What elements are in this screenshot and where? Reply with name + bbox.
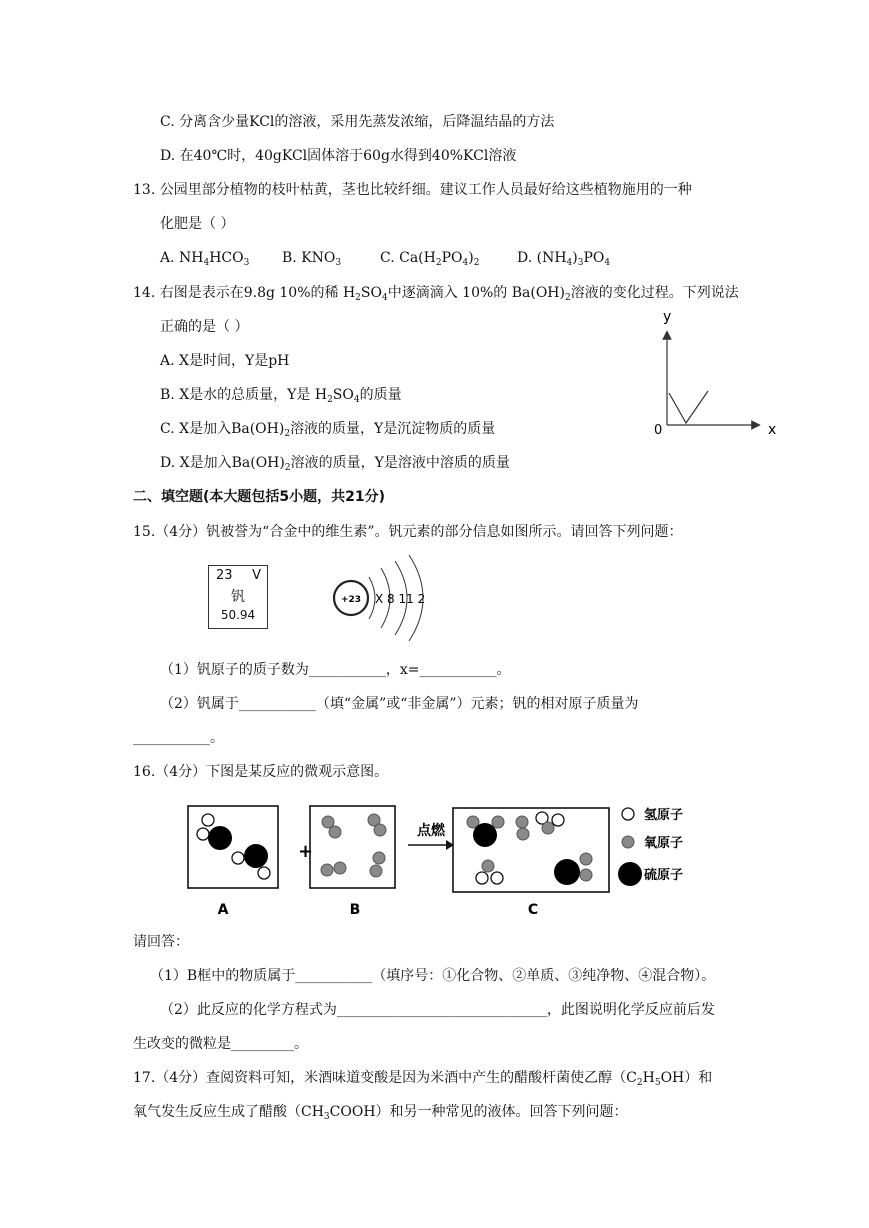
q16-part-2-cont: 生改变的微粒是_________。 [133, 1036, 308, 1052]
legend-hydrogen-label: 氢原子 [644, 808, 684, 823]
oxygen-atom [373, 852, 385, 864]
q14-stem: 14. 右图是表示在9.8g 10%的稀 $H_2SO_4$中逐滴滴入 10%的 $Ba(OH)_2$溶液的变化过程。下列说法 [133, 285, 739, 303]
origin-label: 0 [654, 423, 663, 438]
legend-sulfur-icon [618, 862, 642, 886]
atomic-mass: 50.94 [220, 608, 256, 622]
oxygen-atom [321, 864, 333, 876]
atom-structure-diagram [325, 553, 445, 643]
q13-option-b: B. $KNO_3$ [282, 250, 342, 268]
oxygen-atom [580, 869, 592, 881]
q16-part-1: （1）B框中的物质属于___________（填序号：①化合物、②单质、③纯净物、④混合物）。 [150, 968, 716, 984]
q14-option-a: A. X是时间，Y是pH [160, 353, 290, 369]
atomic-number: 23 [216, 568, 233, 583]
q14-option-b: B. X是水的总质量，Y是 $H_2SO_4$的质量 [160, 387, 402, 405]
oxygen-atom [517, 828, 529, 840]
arrow-label: 点燃 [417, 823, 445, 839]
oxygen-atom [374, 824, 386, 836]
legend-sulfur-label: 硫原子 [644, 868, 684, 883]
q14-graph [640, 305, 790, 440]
q14-option-d: D. X是加入$Ba(OH)_2$溶液的质量，Y是溶液中溶质的质量 [160, 455, 510, 473]
q15-part-1: （1）钒原子的质子数为___________，x=___________。 [160, 662, 511, 678]
element-card [208, 565, 268, 629]
oxygen-atom [329, 826, 341, 838]
oxygen-atom [492, 816, 504, 828]
hydrogen-atom [552, 814, 564, 826]
legend-oxygen-label: 氧原子 [644, 836, 684, 851]
oxygen-atom [516, 816, 528, 828]
q12-option-c: C. 分离含少量KCl的溶液，采用先蒸发浓缩，后降温结晶的方法 [160, 114, 555, 130]
q13-stem-cont: 化肥是（ ） [160, 216, 235, 232]
hydrogen-atom [258, 867, 270, 879]
q16-part-2: （2）此反应的化学方程式为______________________________，此图说明化学反应前后发 [160, 1002, 715, 1018]
legend-oxygen-icon [622, 836, 634, 848]
q12-option-d: D. 在40℃时，40gKCl固体溶于60g水得到40%KCl溶液 [160, 148, 517, 164]
plus-sign: + [298, 841, 314, 862]
element-symbol: V [252, 568, 261, 583]
q16-stem: 16.（4分）下图是某反应的微观示意图。 [133, 764, 389, 780]
q15-stem: 15.（4分）钒被誉为“合金中的维生素”。钒元素的部分信息如图所示。请回答下列问题： [133, 524, 683, 540]
oxygen-atom [542, 822, 554, 834]
q14-stem-cont: 正确的是（ ） [160, 319, 249, 335]
sulfur-atom [244, 844, 268, 868]
q17-stem: 17.（4分）查阅资料可知，米酒味道变酸是因为米酒中产生的醋酸杆菌使乙醇$(C_2H_5OH)$和 [133, 1070, 713, 1088]
q15-part-2: （2）钒属于___________（填“金属”或“非金属”）元素；钒的相对原子质量为 [160, 696, 639, 712]
box-a-label: A [217, 902, 229, 918]
curve [669, 391, 708, 423]
hydrogen-atom [476, 872, 488, 884]
sulfur-atom [208, 826, 232, 850]
reaction-diagram [180, 800, 720, 922]
nucleus-charge: +23 [340, 595, 362, 605]
oxygen-atom [482, 860, 494, 872]
hydrogen-atom [202, 814, 214, 826]
q13-stem: 13. 公园里部分植物的枝叶枯黄，茎也比较纤细。建议工作人员最好给这些植物施用的一种 [133, 182, 692, 198]
q16-prompt: 请回答： [133, 934, 189, 950]
oxygen-atom [580, 853, 592, 865]
box-b-label: B [349, 902, 361, 918]
q17-stem-cont: 氧气发生反应生成了醋酸$(CH_3COOH)$和另一种常见的液体。回答下列问题： [133, 1104, 628, 1122]
box-c-label: C [527, 902, 539, 918]
element-name: 钒 [231, 589, 245, 605]
section-heading: 二、填空题(本大题包括5小题，共21分) [133, 489, 386, 505]
q13-option-c: C. $Ca(H_2PO_4)_2$ [380, 250, 480, 268]
hydrogen-atom [232, 852, 244, 864]
legend-hydrogen-icon [622, 808, 634, 820]
sulfur-atom [473, 823, 497, 847]
y-axis-label: y [663, 309, 672, 325]
q13-option-d: D. $(NH_4)_3PO_4$ [517, 250, 611, 268]
q14-option-c: C. X是加入$Ba(OH)_2$溶液的质量，Y是沉淀物质的质量 [160, 421, 496, 439]
q13-option-a: A. $NH_4HCO_3$ [160, 250, 250, 268]
oxygen-atom [370, 865, 382, 877]
oxygen-atom [334, 862, 346, 874]
electron-counts: X 8 11 2 [375, 592, 426, 606]
x-axis-label: x [768, 422, 777, 438]
sulfur-atom [554, 859, 580, 885]
hydrogen-atom [197, 828, 209, 840]
q15-part-2-cont: ___________。 [133, 730, 224, 746]
hydrogen-atom [491, 872, 503, 884]
